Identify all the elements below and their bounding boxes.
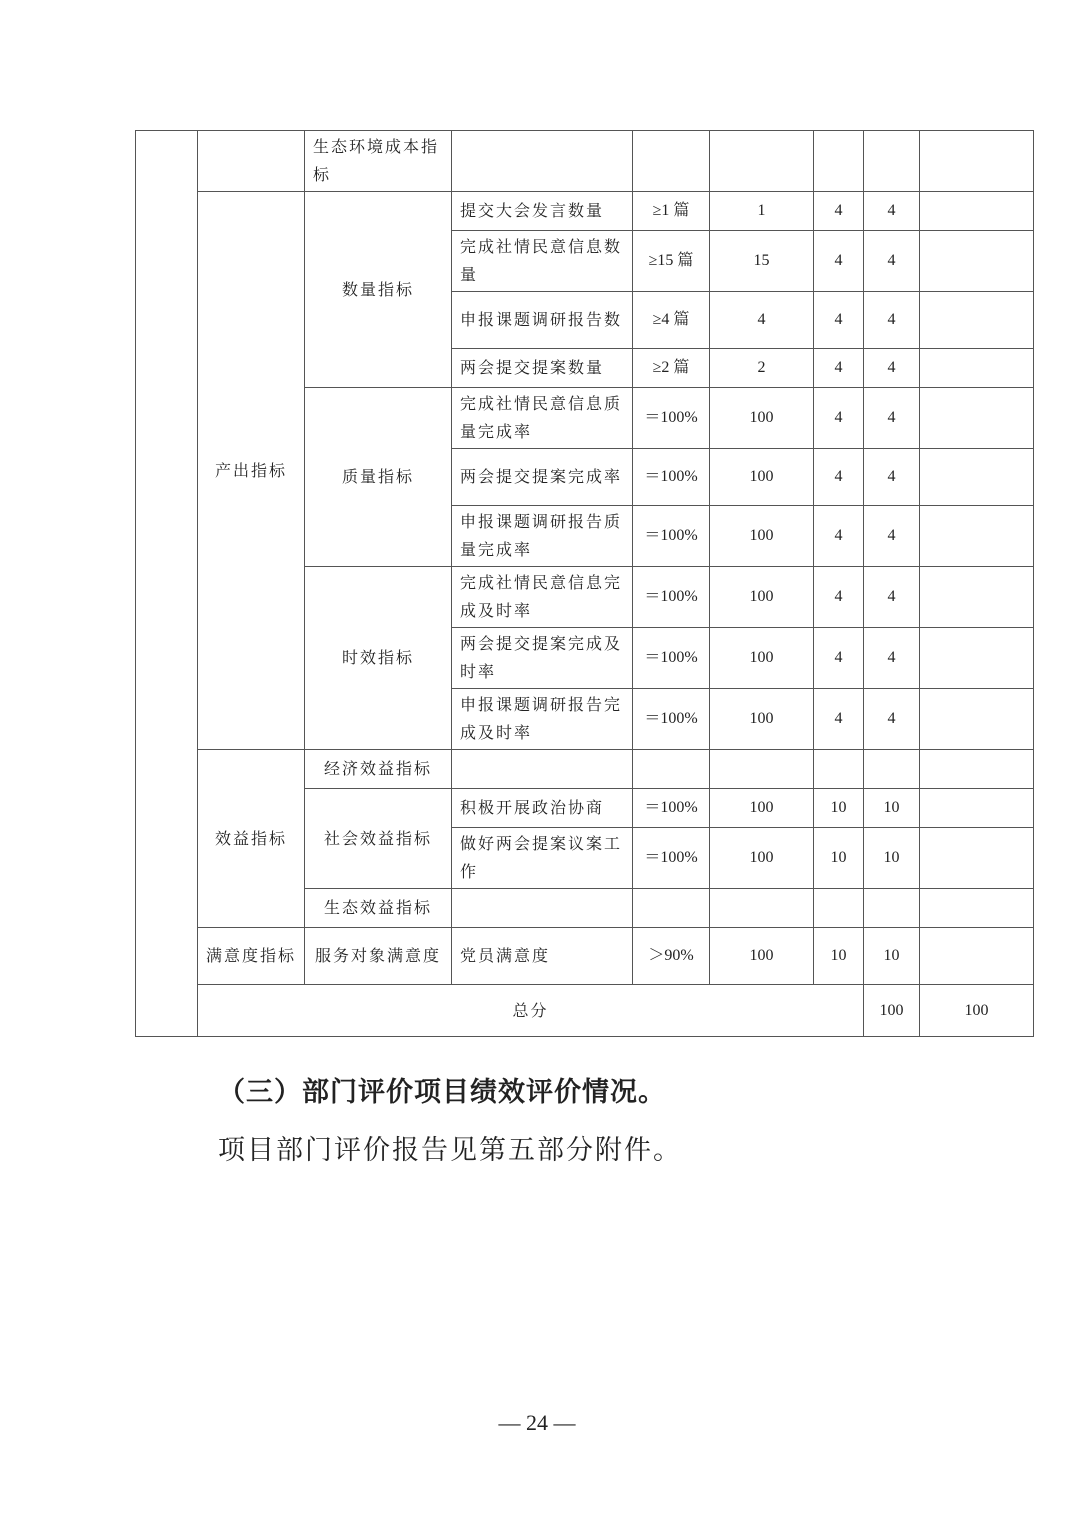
item-cell: 申报课题调研报告质量完成率 [452,506,633,567]
level3-cell: 生态环境成本指标 [305,131,452,192]
target-cell: ＝100% [633,567,710,628]
actual-cell: 100 [710,828,814,889]
item-cell: 党员满意度 [452,928,633,985]
total-score: 100 [920,985,1034,1037]
target-cell: ＝100% [633,449,710,506]
score-cell: 4 [864,349,920,388]
score-cell: 10 [864,928,920,985]
target-cell: ＝100% [633,506,710,567]
target-cell: ＝100% [633,628,710,689]
table-row [136,131,1034,192]
score-cell: 4 [864,231,920,292]
performance-table [135,130,1034,1037]
score-cell: 4 [864,388,920,449]
level3-cell: 生态效益指标 [305,889,452,928]
table-row [136,750,1034,789]
level3-cell: 社会效益指标 [305,789,452,889]
weight-cell: 4 [814,349,864,388]
page-number: — 24 — [498,1410,576,1435]
weight-cell: 4 [814,689,864,750]
weight-cell: 4 [814,567,864,628]
weight-cell: 4 [814,628,864,689]
actual-cell: 2 [710,349,814,388]
total-row [136,985,1034,1037]
target-cell: ≥1 篇 [633,192,710,231]
score-cell: 4 [864,506,920,567]
actual-cell: 100 [710,689,814,750]
actual-cell: 4 [710,292,814,349]
section-heading: （三）部门评价项目绩效评价情况。 [218,1077,666,1108]
weight-cell: 10 [814,828,864,889]
level3-cell: 经济效益指标 [305,750,452,789]
weight-cell: 4 [814,388,864,449]
weight-cell: 4 [814,192,864,231]
level1-cell [136,131,198,1037]
score-cell: 4 [864,689,920,750]
target-cell: ≥2 篇 [633,349,710,388]
level3-cell: 服务对象满意度 [305,928,452,985]
item-cell: 做好两会提案议案工作 [452,828,633,889]
weight-cell: 4 [814,231,864,292]
score-cell: 4 [864,628,920,689]
actual-cell: 100 [710,388,814,449]
total-label: 总分 [198,985,864,1037]
score-cell: 4 [864,192,920,231]
score-cell: 10 [864,828,920,889]
score-cell: 4 [864,449,920,506]
target-cell: ＝100% [633,689,710,750]
score-cell: 4 [864,292,920,349]
item-cell: 申报课题调研报告数 [452,292,633,349]
table-row [136,928,1034,985]
item-cell: 积极开展政治协商 [452,789,633,828]
target-cell: ≥4 篇 [633,292,710,349]
item-cell: 完成社情民意信息完成及时率 [452,567,633,628]
target-cell: ＝100% [633,789,710,828]
item-cell: 两会提交提案完成及时率 [452,628,633,689]
actual-cell: 100 [710,506,814,567]
actual-cell: 100 [710,789,814,828]
item-cell: 完成社情民意信息质量完成率 [452,388,633,449]
level3-cell: 质量指标 [305,388,452,567]
actual-cell: 100 [710,567,814,628]
actual-cell: 1 [710,192,814,231]
weight-cell: 4 [814,506,864,567]
score-cell: 4 [864,567,920,628]
level3-cell: 时效指标 [305,567,452,750]
item-cell: 完成社情民意信息数量 [452,231,633,292]
weight-cell: 10 [814,928,864,985]
section-body: 项目部门评价报告见第五部分附件。 [218,1135,682,1166]
level2-cell [198,131,305,192]
item-cell: 两会提交提案完成率 [452,449,633,506]
item-cell: 提交大会发言数量 [452,192,633,231]
weight-cell: 10 [814,789,864,828]
weight-cell: 4 [814,449,864,506]
level3-cell: 数量指标 [305,192,452,388]
actual-cell: 100 [710,928,814,985]
item-cell: 两会提交提案数量 [452,349,633,388]
target-cell: ＝100% [633,388,710,449]
table-row [136,192,1034,231]
total-weight: 100 [864,985,920,1037]
level2-cell: 满意度指标 [198,928,305,985]
actual-cell: 100 [710,628,814,689]
level2-cell: 产出指标 [198,192,305,750]
actual-cell: 15 [710,231,814,292]
level2-cell: 效益指标 [198,750,305,928]
actual-cell: 100 [710,449,814,506]
weight-cell: 4 [814,292,864,349]
target-cell: ＞90% [633,928,710,985]
target-cell: ＝100% [633,828,710,889]
target-cell: ≥15 篇 [633,231,710,292]
item-cell: 申报课题调研报告完成及时率 [452,689,633,750]
score-cell: 10 [864,789,920,828]
